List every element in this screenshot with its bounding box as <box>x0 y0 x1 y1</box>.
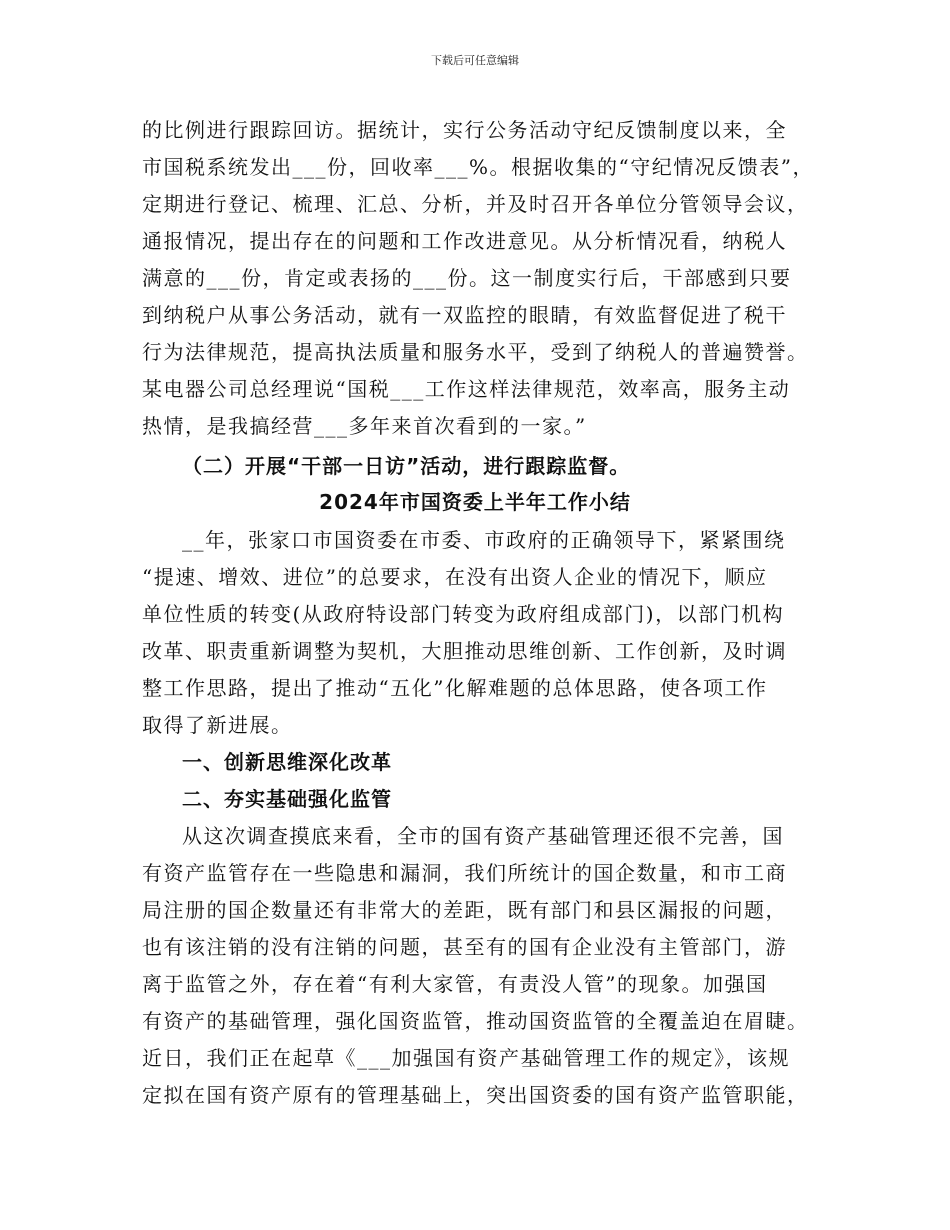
paragraph-line: 也有该注销的没有注销的问题，甚至有的国有企业没有主管部门，游 <box>142 935 787 959</box>
paragraph-line: 改革、职责重新调整为契机，大胆推动思维创新、工作创新，及时调 <box>142 639 787 663</box>
section-heading: 二、夯实基础强化监管 <box>182 787 392 811</box>
paragraph-line: 有资产监管存在一些隐患和漏洞，我们所统计的国企数量，和市工商 <box>142 861 787 885</box>
section-heading: （二）开展“干部一日访”活动，进行跟踪监督。 <box>182 454 631 478</box>
paragraph-line: 热情，是我搞经营___多年来首次看到的一家。” <box>142 414 587 438</box>
paragraph-line: 通报情况，提出存在的问题和工作改进意见。从分析情况看，纳税人 <box>142 229 787 253</box>
paragraph-line: 的比例进行跟踪回访。据统计，实行公务活动守纪反馈制度以来，全 <box>142 118 787 142</box>
header-note: 下载后可任意编辑 <box>431 54 519 67</box>
paragraph-line: 局注册的国企数量还有非常大的差距，既有部门和县区漏报的问题， <box>142 898 787 922</box>
paragraph-line: 有资产的基础管理，强化国资监管，推动国资监管的全覆盖迫在眉睫。 <box>142 1009 809 1033</box>
paragraph-line: 行为法律规范，提高执法质量和服务水平，受到了纳税人的普遍赞誉。 <box>142 340 809 364</box>
paragraph-line: 从这次调查摸底来看，全市的国有资产基础管理还很不完善，国 <box>182 824 784 848</box>
paragraph-line: 取得了新进展。 <box>142 713 293 737</box>
paragraph-line: “提速、增效、进位”的总要求，在没有出资人企业的情况下，顺应 <box>142 565 768 589</box>
section-heading: 一、创新思维深化改革 <box>182 750 392 774</box>
paragraph-line: 定期进行登记、梳理、汇总、分析，并及时召开各单位分管领导会议， <box>142 192 809 216</box>
paragraph-line: 到纳税户从事公务活动，就有一双监控的眼睛，有效监督促进了税干 <box>142 303 787 327</box>
paragraph-line: 市国税系统发出___份，回收率___%。根据收集的“守纪情况反馈表”， <box>142 155 814 179</box>
document-title: 2024年市国资委上半年工作小结 <box>319 490 631 514</box>
paragraph-line: 单位性质的转变(从政府特设部门转变为政府组成部门)，以部门机构 <box>142 602 785 626</box>
paragraph-line: 某电器公司总经理说“国税___工作这样法律规范，效率高，服务主动 <box>142 377 791 401</box>
paragraph-line: 整工作思路，提出了推动“五化”化解难题的总体思路，使各项工作 <box>142 676 768 700</box>
paragraph-line: 离于监管之外，存在着“有利大家管，有责没人管”的现象。加强国 <box>142 972 768 996</box>
paragraph-line: __年，张家口市国资委在市委、市政府的正确领导下，紧紧围绕 <box>182 528 786 552</box>
paragraph-line: 满意的___份，肯定或表扬的___份。这一制度实行后，干部感到只要 <box>142 266 792 290</box>
paragraph-line: 近日，我们正在起草《___加强国有资产基础管理工作的规定》，该规 <box>142 1046 790 1070</box>
paragraph-line: 定拟在国有资产原有的管理基础上，突出国资委的国有资产监管职能， <box>142 1083 809 1107</box>
